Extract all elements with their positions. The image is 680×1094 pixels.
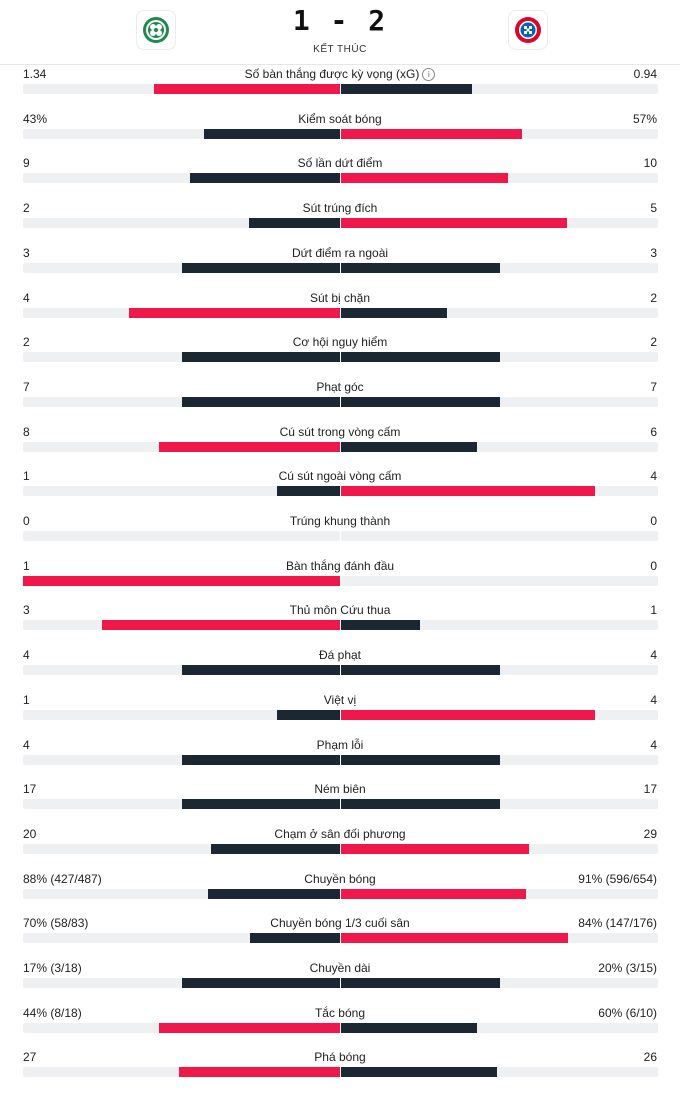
home-bar-fill — [182, 352, 341, 362]
home-bar-fill — [159, 442, 340, 452]
stat-name — [0, 1050, 680, 1064]
home-bar-track — [23, 173, 340, 183]
away-bar-track — [341, 531, 658, 541]
stat-name — [0, 738, 680, 752]
home-stat-value: 70% (58/83) — [23, 916, 89, 931]
away-bar-fill — [341, 218, 567, 228]
away-bar-track — [341, 620, 658, 630]
home-bar-track — [23, 263, 340, 273]
away-bar-fill — [341, 263, 500, 273]
stat-row — [0, 514, 680, 558]
stat-name — [0, 648, 680, 662]
stat-name — [0, 514, 680, 528]
stat-row — [0, 559, 680, 603]
away-bar-track — [341, 933, 658, 943]
away-stat-value: 29 — [643, 826, 657, 841]
home-bar-track — [23, 84, 340, 94]
home-bar-track — [23, 755, 340, 765]
away-bar-fill — [341, 173, 508, 183]
stat-name — [0, 469, 680, 483]
home-stat-value: 8 — [23, 424, 30, 439]
away-bar-fill — [341, 308, 447, 318]
home-bar-fill — [182, 397, 341, 407]
stat-name-text: Sút bị chặn — [309, 290, 371, 305]
match-header — [0, 0, 680, 65]
home-bar-track — [23, 799, 340, 809]
stat-name — [0, 782, 680, 796]
away-bar-track — [341, 84, 658, 94]
stat-name — [0, 603, 680, 617]
stat-name-text: Tắc bóng — [314, 1005, 366, 1020]
away-stat-value: 3 — [650, 245, 657, 260]
stat-row — [0, 693, 680, 737]
away-bar-fill — [341, 1023, 477, 1033]
away-stat-value: 20% (3/15) — [598, 961, 657, 975]
home-bar-track — [23, 889, 340, 899]
stat-name-text: Đá phạt — [318, 648, 362, 663]
home-bar-fill — [277, 486, 340, 496]
stat-name-text: Cơ hội nguy hiểm — [292, 335, 388, 350]
home-bar-track — [23, 531, 340, 541]
home-bar-track — [23, 486, 340, 496]
stat-name-text: Dứt điểm ra ngoài — [291, 245, 389, 260]
info-icon[interactable]: i — [422, 68, 435, 81]
home-stat-value: 44% (8/18) — [23, 1005, 82, 1020]
away-bar-fill — [341, 620, 420, 630]
away-bar-track — [341, 1067, 658, 1077]
stat-name-text: Phạm lỗi — [316, 737, 364, 752]
stat-name-text: Cú sút trong vòng cấm — [279, 424, 401, 439]
away-bar-track — [341, 352, 658, 362]
away-bar-fill — [341, 933, 568, 943]
home-bar-fill — [211, 844, 340, 854]
home-stat-value: 4 — [23, 737, 30, 752]
stat-name-text: Chuyền dài — [309, 961, 371, 975]
home-bar-fill — [208, 889, 340, 899]
away-bar-track — [341, 710, 658, 720]
away-bar-track — [341, 218, 658, 228]
stat-row — [0, 201, 680, 245]
away-stat-value: 2 — [650, 290, 657, 305]
stat-name-text: Việt vị — [323, 692, 357, 707]
home-stat-value: 9 — [23, 156, 30, 171]
stat-row — [0, 156, 680, 200]
home-stat-value: 27 — [23, 1050, 37, 1065]
home-bar-track — [23, 218, 340, 228]
away-bar-track — [341, 397, 658, 407]
home-bar-track — [23, 308, 340, 318]
stat-row — [0, 603, 680, 647]
stat-row — [0, 738, 680, 782]
home-stat-value: 7 — [23, 379, 30, 394]
stat-row — [0, 872, 680, 916]
home-bar-fill — [249, 218, 340, 228]
away-stat-value: 17 — [643, 782, 657, 797]
stat-row — [0, 469, 680, 513]
away-stat-value: 26 — [643, 1050, 657, 1065]
away-bar-track — [341, 1023, 658, 1033]
away-stat-value: 0 — [650, 514, 657, 528]
stat-name-text: Sút trúng đích — [302, 201, 378, 216]
stat-name — [0, 425, 680, 439]
away-stat-value: 4 — [650, 648, 657, 663]
home-bar-fill — [250, 933, 340, 943]
away-stat-value: 91% (596/654) — [578, 871, 657, 886]
home-stat-value: 1 — [23, 558, 30, 573]
away-stat-value: 84% (147/176) — [578, 916, 657, 931]
home-stat-value: 1 — [23, 692, 30, 707]
away-bar-track — [341, 889, 658, 899]
away-bar-fill — [341, 352, 500, 362]
stat-name-text: Phạt góc — [316, 379, 364, 394]
away-bar-track — [341, 799, 658, 809]
stat-name-text: Ném biên — [314, 782, 366, 797]
stat-row — [0, 425, 680, 469]
stat-name — [0, 559, 680, 573]
stat-name-text: Chạm ở sân đối phương — [274, 826, 406, 841]
away-stat-value: 57% — [632, 111, 657, 126]
away-stat-value: 0.94 — [633, 67, 657, 81]
home-stat-value: 17 — [23, 782, 37, 797]
home-bar-fill — [129, 308, 340, 318]
stat-name — [0, 335, 680, 349]
home-bar-fill — [182, 978, 341, 988]
away-bar-track — [341, 844, 658, 854]
match-status: KẾT THÚC — [313, 44, 367, 55]
stat-name — [0, 827, 680, 841]
away-stat-value: 2 — [650, 335, 657, 350]
home-bar-fill — [182, 755, 341, 765]
stat-row — [0, 648, 680, 692]
stat-row — [0, 961, 680, 1005]
away-stat-value: 4 — [650, 469, 657, 484]
stat-name-text: Thủ môn Cứu thua — [289, 603, 391, 618]
away-team-crest[interactable] — [508, 10, 548, 50]
away-stat-value: 10 — [643, 156, 657, 171]
away-bar-track — [341, 308, 658, 318]
stat-name-text: Kiểm soát bóng — [298, 111, 382, 126]
stat-row — [0, 1050, 680, 1094]
stat-name — [0, 961, 680, 975]
away-stat-value: 1 — [650, 603, 657, 618]
away-bar-fill — [341, 889, 526, 899]
away-stat-value: 4 — [650, 692, 657, 707]
home-bar-track — [23, 352, 340, 362]
stat-row — [0, 380, 680, 424]
home-bar-track — [23, 1067, 340, 1077]
home-bar-fill — [179, 1067, 340, 1077]
stat-name-text: Chuyền bóng — [304, 871, 376, 886]
stat-name-text: Số bàn thắng được kỳ vọng (xG) — [244, 67, 420, 81]
stat-name — [0, 201, 680, 215]
stat-row — [0, 335, 680, 379]
stat-row — [0, 246, 680, 290]
stat-row — [0, 916, 680, 960]
away-bar-fill — [341, 129, 522, 139]
stat-name-text: Cú sút ngoài vòng cấm — [278, 469, 402, 484]
stat-row — [0, 112, 680, 156]
stat-name-text: Trúng khung thành — [289, 514, 391, 528]
home-bar-track — [23, 1023, 340, 1033]
away-bar-fill — [341, 84, 472, 94]
home-bar-fill — [182, 263, 341, 273]
home-stat-value: 1 — [23, 469, 30, 484]
away-bar-fill — [341, 442, 477, 452]
away-bar-fill — [341, 799, 500, 809]
stat-row — [0, 291, 680, 335]
home-stat-value: 4 — [23, 648, 30, 663]
away-bar-fill — [341, 755, 500, 765]
home-stat-value: 17% (3/18) — [23, 961, 82, 975]
away-bar-track — [341, 978, 658, 988]
bayern-crest-icon — [513, 15, 543, 45]
stat-name — [0, 156, 680, 170]
stat-row — [0, 782, 680, 826]
home-bar-fill — [159, 1023, 340, 1033]
away-bar-track — [341, 755, 658, 765]
home-stat-value: 3 — [23, 603, 30, 618]
away-bar-fill — [341, 844, 529, 854]
home-bar-track — [23, 620, 340, 630]
away-stat-value: 60% (6/10) — [598, 1005, 657, 1020]
away-bar-track — [341, 665, 658, 675]
away-bar-track — [341, 576, 658, 586]
stat-name — [0, 246, 680, 260]
home-stat-value: 2 — [23, 201, 30, 216]
home-stat-value: 20 — [23, 826, 37, 841]
stat-name — [0, 67, 680, 81]
home-bar-track — [23, 576, 340, 586]
away-bar-track — [341, 173, 658, 183]
home-stat-value: 3 — [23, 245, 30, 260]
home-stat-value: 0 — [23, 514, 30, 528]
away-bar-fill — [341, 978, 500, 988]
away-stat-value: 7 — [650, 379, 657, 394]
stat-name-text: Phá bóng — [314, 1050, 366, 1065]
home-bar-fill — [182, 799, 341, 809]
home-bar-track — [23, 710, 340, 720]
away-bar-track — [341, 442, 658, 452]
stat-name — [0, 112, 680, 126]
stat-name-text: Số lần dứt điểm — [297, 156, 383, 171]
stat-row — [0, 67, 680, 111]
home-bar-fill — [102, 620, 340, 630]
away-stat-value: 5 — [650, 201, 657, 216]
home-stat-value: 2 — [23, 335, 30, 350]
away-stat-value: 6 — [650, 424, 657, 439]
home-stat-value: 88% (427/487) — [23, 871, 102, 886]
away-bar-track — [341, 263, 658, 273]
home-bar-track — [23, 844, 340, 854]
home-bar-track — [23, 129, 340, 139]
home-stat-value: 4 — [23, 290, 30, 305]
stat-row — [0, 827, 680, 871]
home-bar-fill — [204, 129, 340, 139]
home-bar-fill — [154, 84, 340, 94]
home-stat-value: 43% — [23, 111, 48, 126]
stat-name — [0, 693, 680, 707]
away-bar-track — [341, 486, 658, 496]
home-bar-track — [23, 397, 340, 407]
away-bar-fill — [341, 397, 500, 407]
stat-name-text: Bàn thắng đánh đầu — [285, 558, 395, 573]
home-bar-fill — [23, 576, 340, 586]
stat-name — [0, 291, 680, 305]
home-bar-fill — [190, 173, 340, 183]
stat-row — [0, 1006, 680, 1050]
away-bar-fill — [341, 1067, 497, 1077]
away-bar-fill — [341, 486, 595, 496]
away-bar-fill — [341, 710, 595, 720]
stat-name — [0, 380, 680, 394]
home-stat-value: 1.34 — [23, 67, 47, 81]
stat-name-text: Chuyền bóng 1/3 cuối sân — [270, 916, 410, 931]
home-bar-fill — [182, 665, 341, 675]
away-bar-fill — [341, 665, 500, 675]
home-bar-track — [23, 933, 340, 943]
away-bar-track — [341, 129, 658, 139]
away-stat-value: 0 — [650, 558, 657, 573]
stat-name — [0, 1006, 680, 1020]
home-bar-track — [23, 442, 340, 452]
match-score: 1 - 2 — [292, 4, 388, 37]
home-bar-track — [23, 978, 340, 988]
away-stat-value: 4 — [650, 737, 657, 752]
home-bar-track — [23, 665, 340, 675]
home-bar-fill — [277, 710, 340, 720]
